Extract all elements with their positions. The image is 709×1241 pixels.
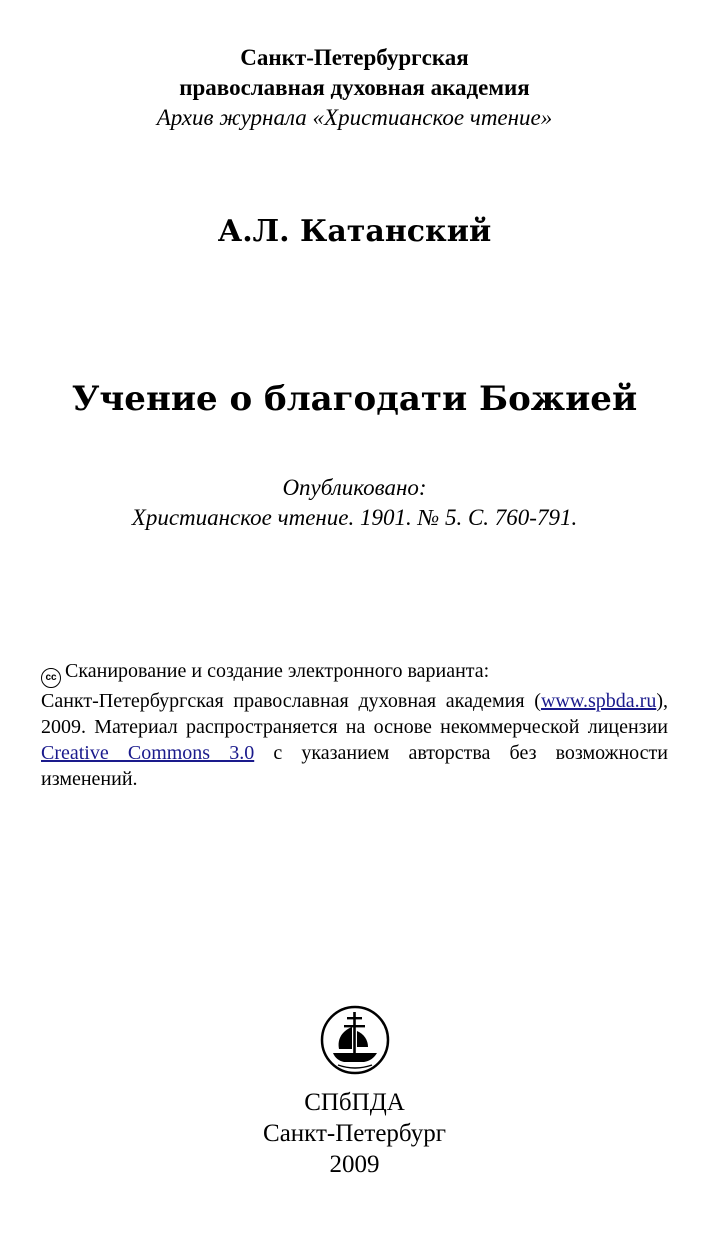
license-part1: Санкт-Петербургская православная духовная академия ( <box>41 690 541 712</box>
institution-name-line2: православная духовная академия <box>179 75 530 100</box>
ship-cross-logo <box>320 1005 390 1075</box>
publication-source: Христианское чтение. 1901. № 5. С. 760-791. <box>131 505 578 530</box>
publisher-abbr: СПбПДА <box>304 1089 405 1116</box>
publication-year: 2009 <box>329 1151 380 1178</box>
publisher-city: Санкт-Петербург <box>263 1120 446 1147</box>
work-title: Учение о благодати Божией <box>71 379 638 419</box>
publisher-footer <box>0 1087 709 1180</box>
cc-icon: cc <box>41 668 61 688</box>
spbda-site-link[interactable]: www.spbda.ru <box>540 690 657 712</box>
institution-header <box>0 43 709 133</box>
license-part2: ), 2009. Материал распространяется на основе некоммерческой лицензии <box>41 690 668 738</box>
publication-info <box>0 473 709 533</box>
license-line1: Сканирование и создание электронного варианта: <box>65 660 490 682</box>
publication-label: Опубликовано: <box>282 475 427 500</box>
license-first-line <box>41 658 668 688</box>
institution-name-line1: Санкт-Петербургская <box>240 45 469 70</box>
license-notice <box>41 658 668 792</box>
license-part3: с указанием авторства без возможности изменений. <box>41 742 669 790</box>
archive-name: Архив журнала «Христианское чтение» <box>156 105 553 130</box>
author-name: А.Л. Катанский <box>217 214 492 249</box>
creative-commons-link[interactable]: Creative Commons 3.0 <box>41 742 255 764</box>
